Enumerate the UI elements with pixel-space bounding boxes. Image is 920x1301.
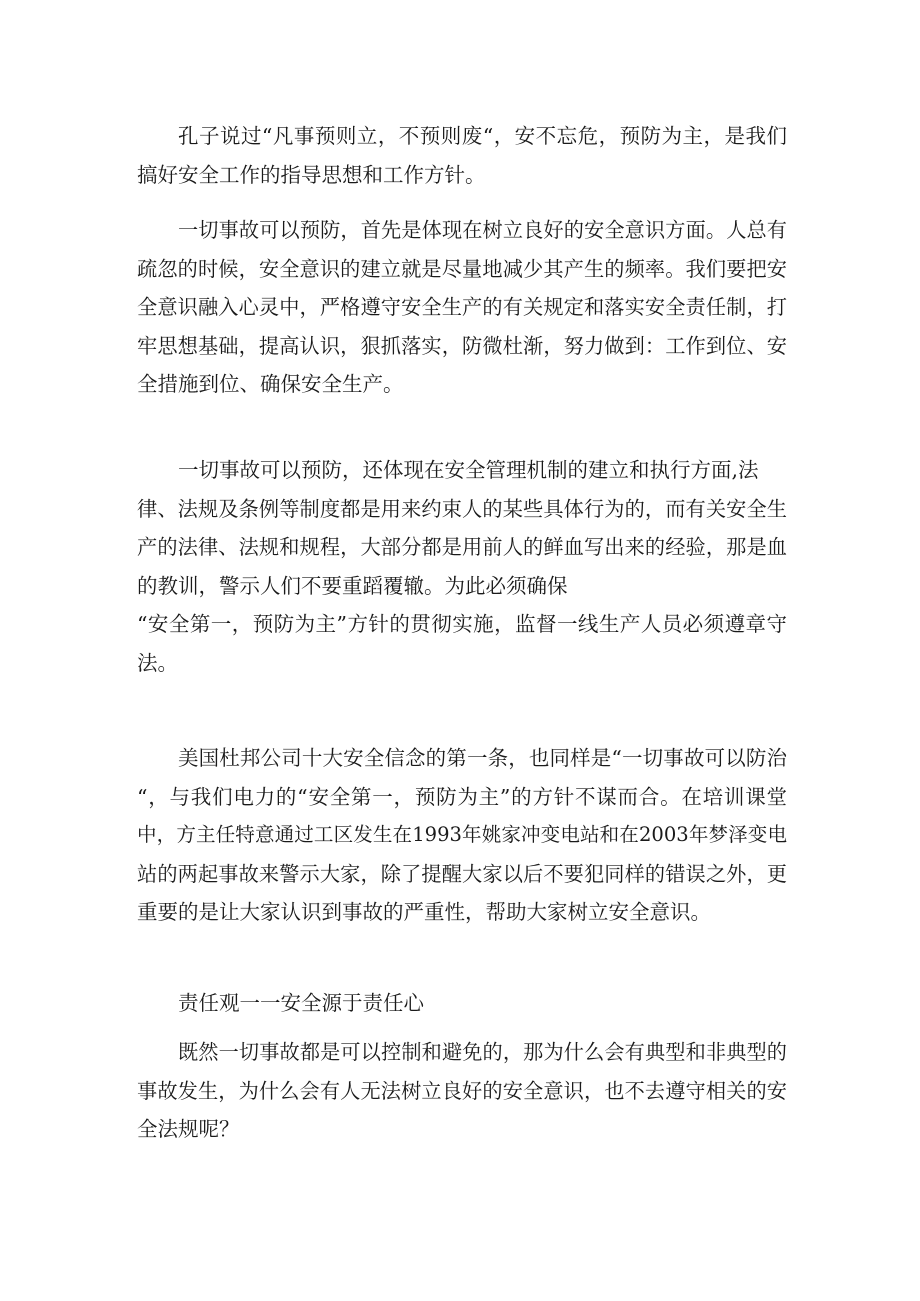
paragraph-line: 的教训，警示人们不要重蹈覆辙。为此必须确保 [137,573,568,598]
paragraph-4 [137,739,787,932]
paragraph-6 [137,1033,787,1149]
paragraph-line: 一切事故可以预防，还体现在安全管理机制的建立和执行方面,法 [178,458,759,482]
paragraph-3 [137,451,787,682]
paragraph-line: 美国杜邦公司十大安全信念的第一条，也同样是“一切事故可以防治 [178,746,787,770]
paragraph-line: “，与我们电力的“安全第一，预防为主”的方针不谋而合。在培训课堂 [137,784,787,809]
paragraph-line: 律、法规及条例等制度都是用来约束人的某些具体行为的，而有关安全生 [137,496,787,521]
paragraph-line: 全法规呢？ [137,1117,240,1141]
paragraph-line: 疏忽的时候，安全意识的建立就是尽量地减少其产生的频率。我们要把安 [137,256,787,281]
paragraph-1 [137,117,787,194]
paragraph-line: 一切事故可以预防，首先是体现在树立良好的安全意识方面。人总有 [178,218,787,242]
paragraph-2 [137,211,787,404]
paragraph-line: 全措施到位、确保安全生产。 [137,372,404,396]
paragraph-line: 中，方主任特意通过工区发生在1993年姚家冲变电站和在2003年梦泽变电 [137,823,787,846]
paragraph-line: 事故发生，为什么会有人无法树立良好的安全意识，也不去遵守相关的安 [137,1078,787,1103]
paragraph-line: 搞好安全工作的指导思想和工作方针。 [137,162,486,187]
paragraph-line: “安全第一，预防为主”方针的贯彻实施，监督一线生产人员必须遵章守 [137,612,787,636]
paragraph-line: 法。 [137,650,178,675]
paragraph-line: 重要的是让大家认识到事故的严重性，帮助大家树立安全意识。 [137,900,711,924]
paragraph-line: 既然一切事故都是可以控制和避免的，那为什么会有典型和非典型的 [178,1040,787,1064]
paragraph-line: 全意识融入心灵中，严格遵守安全生产的有关规定和落实安全责任制，打 [137,295,787,319]
paragraph-line: 孔子说过“凡事预则立，不预则废“，安不忘危，预防为主，是我们 [178,124,787,148]
paragraph-line: 牢思想基础，提高认识，狠抓落实，防微杜渐，努力做到：工作到位、安 [137,333,787,358]
section-heading: 责任观一一安全源于责任心 [178,991,424,1015]
paragraph-line: 产的法律、法规和规程，大部分都是用前人的鲜血写出来的经验，那是血 [137,535,787,559]
paragraph-line: 站的两起事故来警示大家，除了提醒大家以后不要犯同样的错误之外，更 [137,861,787,886]
